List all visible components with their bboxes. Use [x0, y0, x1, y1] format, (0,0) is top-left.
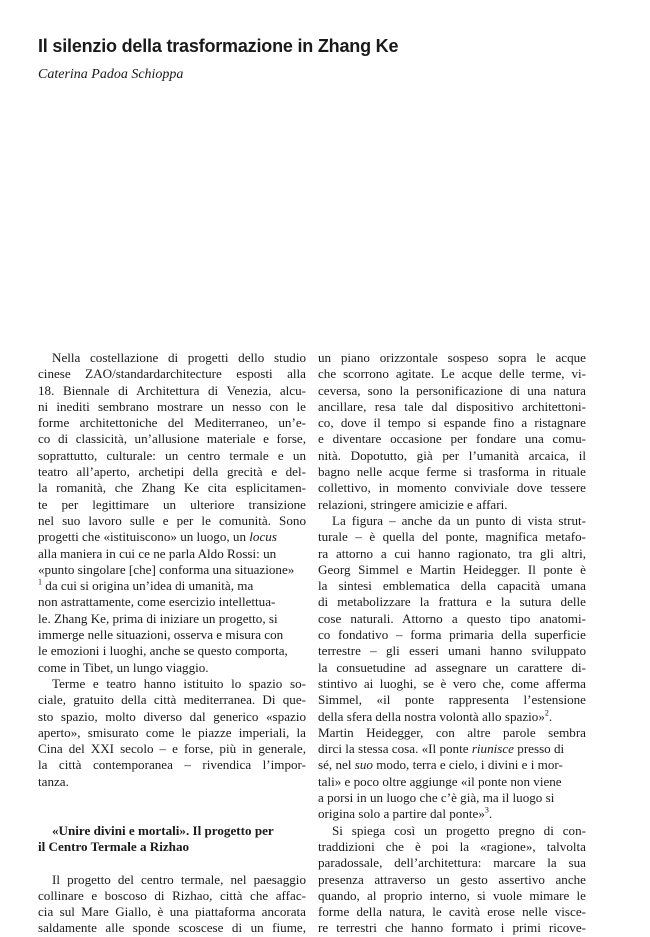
text-line: un piano orizzontale sospeso sopra le acque	[318, 350, 586, 365]
text-line: re terrestri che hanno formato i primi ricove-	[318, 920, 586, 936]
text-fragment: da cui si origina un’idea di umanità, ma	[42, 578, 254, 594]
text-line: Cina del XXI secolo – e forse, più in generale,	[38, 741, 306, 757]
text-line	[318, 741, 586, 757]
text-fragment: presso di	[514, 741, 565, 757]
text-fragment: della sfera della nostra volontà allo spazio»	[318, 708, 545, 724]
text-line	[318, 757, 586, 773]
paragraph-ponte	[318, 513, 586, 823]
text-line: ra attorno a cui hanno ragionato, tra gli altri,	[318, 545, 586, 561]
text-line: nità. Dopotutto, già per l’umanità arcaica, il	[318, 447, 586, 463]
footnote-marker: 3	[484, 805, 489, 815]
text-line: ciale, gratuito della città mediterranea. Di que-	[38, 692, 306, 708]
text-line: nel suo lavoro sulle e per le comunità. Sono	[38, 512, 306, 528]
spacer	[38, 790, 306, 806]
text-line: paradossale, dell’architettura: marcare la sua	[318, 855, 586, 871]
text-line: forme della natura, le cavità erose nelle visce-	[318, 904, 586, 920]
paragraph-acque	[318, 350, 586, 513]
italic-term-riunisce: riunisce	[471, 741, 514, 757]
text-line: le emozioni i luoghi, anche se questo comporta,	[38, 643, 288, 659]
left-column	[38, 350, 306, 937]
text-line: te per legittimare un ulteriore transizione	[38, 496, 306, 512]
text-line: Il progetto del centro termale, nel paesaggio	[52, 871, 306, 887]
text-line: non astrattamente, come esercizio intellettua-	[38, 594, 276, 610]
text-line: Si spiega così un progetto pregno di con-	[332, 822, 586, 838]
text-line: e diventare occasione per fondare una comu-	[318, 431, 586, 447]
text-line: cinese ZAO/standardarchitecture esposti alla	[38, 366, 306, 382]
right-column	[318, 350, 586, 937]
text-line	[38, 529, 306, 545]
heading-line: «Unire divini e mortali». Il progetto per	[52, 822, 274, 838]
text-line: Nella costellazione di progetti dello studio	[52, 350, 306, 365]
text-line: della sfera della nostra volontà allo spazio»$^2$.	[318, 708, 553, 724]
text-line: cia sul Mare Giallo, è una piattaforma ancorata	[38, 904, 306, 920]
text-line: come in Tibet, un lungo viaggio.	[38, 659, 209, 675]
text-line: teatro all’aperto, archetipi della grecità e del-	[38, 464, 306, 480]
heading-line: il Centro Termale a Rizhao	[38, 838, 190, 854]
text-line: ceversa, sono la personificazione di una natura	[318, 382, 586, 398]
text-line: soprattutto, culturale: un centro termale e un	[38, 447, 306, 463]
text-line: turale – è quella del ponte, magnifica metafo-	[318, 529, 586, 545]
text-line: la sintesi emblematica della capacità umana	[318, 578, 586, 594]
text-fragment: modo, terra e cielo, i divini e i mor-	[372, 757, 563, 773]
text-line: saldamente alle sponde scoscese di un fiume,	[38, 920, 306, 936]
text-line: forme architettoniche del Mediterraneo, un’e-	[38, 415, 306, 431]
text-line	[38, 578, 306, 594]
text-line: la città contemporanea – rivendica l’impor-	[38, 757, 306, 773]
text-line: co fondativo – forma primaria della superficie	[318, 627, 586, 643]
text-line: ni inediti sembrano mostrare un nesso con le	[38, 398, 306, 414]
text-line: che scorrono agitate. Le acque delle terme, vi-	[318, 366, 586, 382]
italic-term-suo: suo	[354, 757, 373, 773]
text-line: «punto singolare [che] conforma una situazione»	[38, 561, 295, 577]
text-line: Terme e teatro hanno istituito lo spazio so-	[52, 675, 306, 691]
paragraph-terme-teatro	[38, 676, 306, 790]
text-fragment: dirci la stessa cosa. «Il ponte	[318, 741, 472, 757]
text-line: co, dove il tempo si espande fino a ristagnare	[318, 415, 586, 431]
text-line: traddizioni che è poi la «ragione», talvolta	[318, 838, 586, 854]
footnote-marker: 2	[544, 708, 549, 718]
text-line: stintivo ai luoghi, se è vero che, come afferma	[318, 675, 586, 691]
text-line: Martin Heidegger, con altre parole sembra	[318, 724, 586, 740]
paragraph-intro	[38, 350, 306, 676]
spacer	[38, 806, 306, 822]
text-line: sto spazio, molto diverso dal generico «spazio	[38, 708, 306, 724]
text-fragment: sé, nel	[318, 757, 355, 773]
text-line: quando, al proprio interno, si vuole mimare le	[318, 887, 586, 903]
text-line: le. Zhang Ke, prima di iniziare un progetto, si	[38, 610, 278, 626]
text-line: ancillare, resa tale dal dispositivo architettoni-	[318, 398, 586, 414]
text-line: Georg Simmel e Martin Heidegger. Il ponte è	[318, 561, 586, 577]
section-heading	[38, 823, 306, 856]
text-line: aperto», smisurato come le piazze imperiali, la	[38, 724, 306, 740]
text-line: immerge nelle situazioni, osserva e misura con	[38, 627, 284, 643]
italic-term-locus: locus	[249, 529, 277, 545]
footnote-marker: 1	[38, 577, 42, 587]
article-author: Caterina Padoa Schioppa	[38, 67, 184, 82]
text-line: collinare e boscoso di Rizhao, città che affac-	[38, 887, 306, 903]
text-line: relazioni, stringere amicizie e affari.	[318, 496, 508, 512]
text-line: collettivo, in momento conviviale dove tessere	[318, 480, 586, 496]
spacer	[38, 855, 306, 871]
text-line: terrestre – gli esseri umani hanno sviluppato	[318, 643, 586, 659]
text-fragment: origina solo a partire dal ponte»	[318, 806, 485, 822]
text-line: tanza.	[38, 773, 69, 789]
text-line: bagno nelle acque ferme si trasforma in rituale	[318, 464, 586, 480]
text-line: co di classicità, un’allusione materiale e forse,	[38, 431, 306, 447]
text-line: 18. Biennale di Architettura di Venezia, alcu-	[38, 382, 306, 398]
text-line: alla maniera in cui ce ne parla Aldo Rossi: un	[38, 545, 277, 561]
text-line: Simmel, «il ponte rappresenta l’estensione	[318, 692, 586, 708]
text-line: cose naturali. Attorno a questo tipo anatomi-	[318, 610, 586, 626]
article-title: Il silenzio della trasformazione in Zhang Ke	[38, 36, 399, 56]
text-fragment: progetti che «istituiscono» un luogo, un	[38, 529, 250, 545]
text-line: tali» e poco oltre aggiunge «il ponte non viene	[318, 773, 562, 789]
paragraph-contraddizioni	[318, 823, 586, 937]
text-line: presenza attraverso un gesto assertivo anche	[318, 871, 586, 887]
text-line: la consuetudine ad assegnare un carattere di-	[318, 659, 586, 675]
text-line: La figura – anche da un punto di vista strut-	[332, 512, 586, 528]
text-line: di metabolizzare la frattura e la sutura delle	[318, 594, 586, 610]
text-line: a porsi in un luogo che c’è già, ma il luogo si	[318, 790, 555, 806]
text-line: origina solo a partire dal ponte»$^3$.	[318, 805, 493, 822]
text-line: la romanità, che Zhang Ke cita esplicitamen-	[38, 480, 306, 496]
